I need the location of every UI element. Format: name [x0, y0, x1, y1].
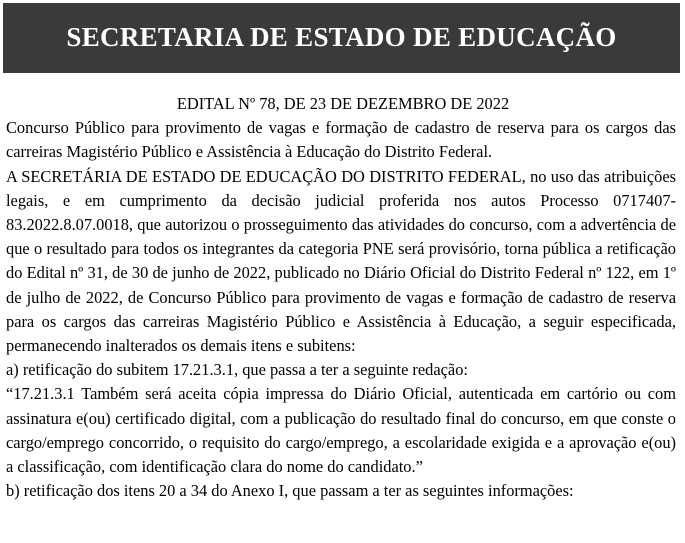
header-banner — [3, 3, 680, 73]
document-body — [6, 92, 676, 503]
paragraph-subject: Concurso Público para provimento de vagas e formação de cadastro de reserva para os cargos das carreiras Magistério Público e Assistência à Educação do Distrito Federal. — [6, 118, 676, 162]
edital-title: EDITAL Nº 78, DE 23 DE DEZEMBRO DE 2022 — [176, 94, 510, 113]
paragraph-item-b: b) retificação dos itens 20 a 34 do Anexo I, que passam a ter as seguintes informações: — [6, 481, 574, 501]
paragraph-main-text: A SECRETÁRIA DE ESTADO DE EDUCAÇÃO DO DISTRITO FEDERAL, no uso das atribuições legais, e em cumprimento da decisão judicial proferida nos autos Processo 0717407-83.2022.8.07.0018, que autorizou o prosseguimento das atividades do concurso, com a advertência de que o resultado para todos os integrantes da categoria PNE será provisório, torna pública a retificação do Edital nº 31, de 30 de junho de 2022, publicado no Diário Oficial do Distrito Federal nº 122, em 1º de julho de 2022, de Concurso Público para provimento de vagas e formação de cadastro de reserva para os cargos das carreiras Magistério Público e Assistência à Educação, a seguir especificada, permanecendo inalterados os demais itens e subitens: — [6, 166, 676, 356]
agency-title: SECRETARIA DE ESTADO DE EDUCAÇÃO — [66, 21, 617, 52]
paragraph-quoted-subitem: “17.21.3.1 Também será aceita cópia impressa do Diário Oficial, autenticada em cartório ou com assinatura e(ou) certificado digital, com a publicação do resultado final do concurso, em que conste o cargo/emprego concorrido, o requisito do cargo/emprego, a escolaridade exigida e a aprovação e(ou) a classificação, com identificação clara do nome do candidato.” — [6, 384, 676, 477]
paragraph-item-a: a) retificação do subitem 17.21.3.1, que passa a ter a seguinte redação: — [6, 360, 468, 380]
